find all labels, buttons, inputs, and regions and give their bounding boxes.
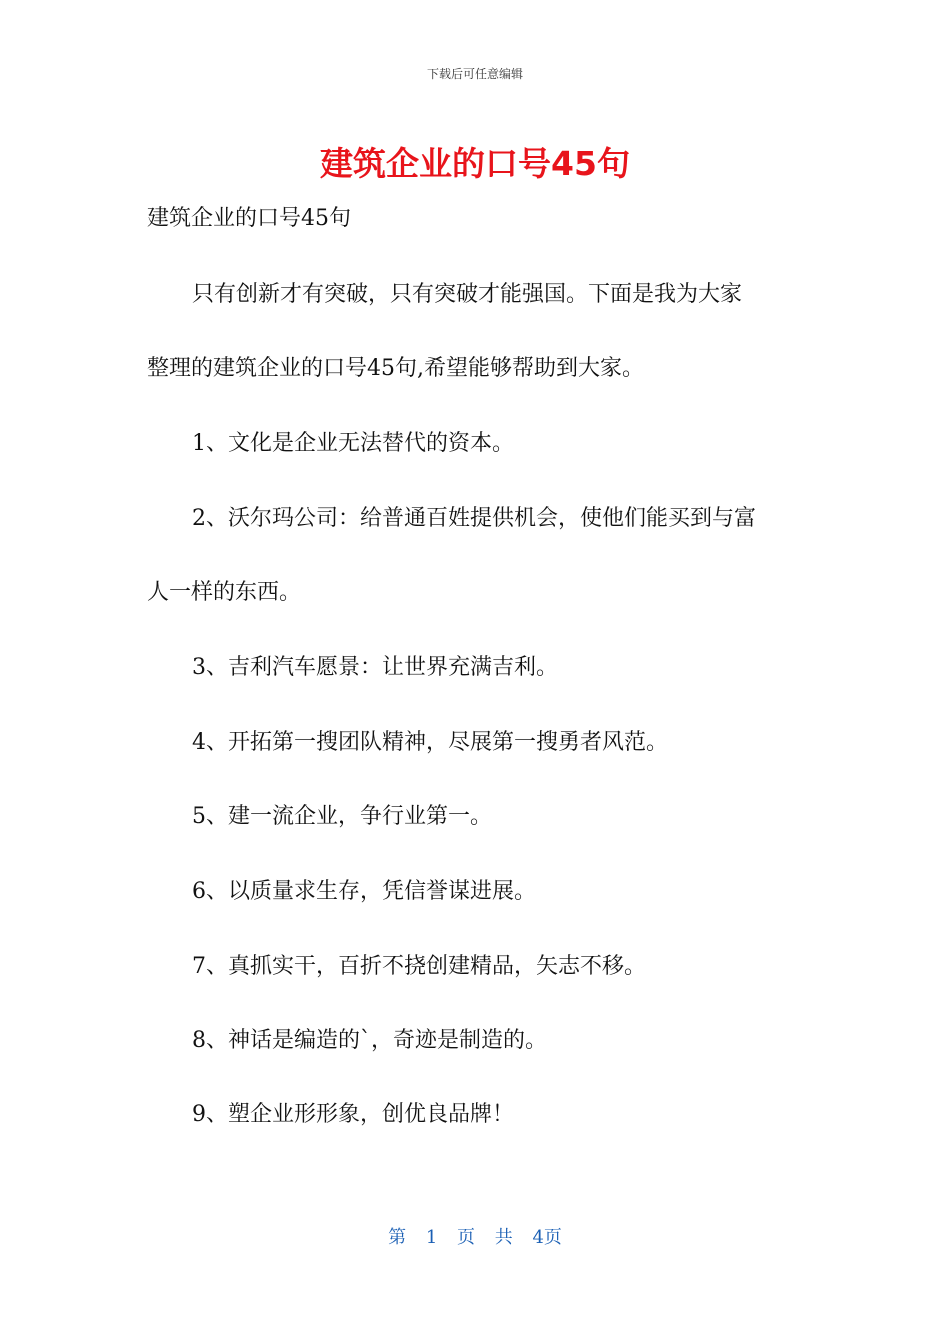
footer-page-prefix: 第 (388, 1227, 407, 1248)
document-title: 建筑企业的口号45句 (320, 144, 630, 183)
list-item-8: 8、神话是编造的`，奇迹是制造的。 (192, 1028, 547, 1053)
list-item-2-line-2: 人一样的东西。 (147, 580, 302, 605)
footer-page-mid: 页 (457, 1227, 475, 1248)
list-item-2-line-1: 2、沃尔玛公司：给普通百姓提供机会，使他们能买到与富 (192, 506, 756, 531)
list-item-4: 4、开拓第一搜团队精神，尽展第一搜勇者风范。 (192, 730, 668, 755)
list-item-9: 9、塑企业形形象，创优良品牌！ (192, 1102, 514, 1127)
intro-line-2: 整理的建筑企业的口号45句,希望能够帮助到大家。 (147, 356, 644, 381)
footer-page-current: 1 (425, 1227, 438, 1248)
page-footer (0, 1226, 950, 1250)
list-item-1: 1、文化是企业无法替代的资本。 (192, 431, 514, 456)
list-item-3: 3、吉利汽车愿景：让世界充满吉利。 (192, 655, 558, 680)
document-subtitle: 建筑企业的口号45句 (147, 206, 351, 231)
footer-page-total: 4页 (532, 1227, 562, 1248)
list-item-5: 5、建一流企业，争行业第一。 (192, 804, 492, 829)
footer-page-total-prefix: 共 (494, 1227, 513, 1248)
list-item-6: 6、以质量求生存，凭信誉谋进展。 (192, 879, 536, 904)
intro-line-1: 只有创新才有突破，只有突破才能强国。下面是我为大家 (192, 282, 743, 307)
list-item-7: 7、真抓实干，百折不挠创建精品，矢志不移。 (192, 954, 646, 979)
page-header-note: 下载后可任意编辑 (426, 67, 523, 81)
